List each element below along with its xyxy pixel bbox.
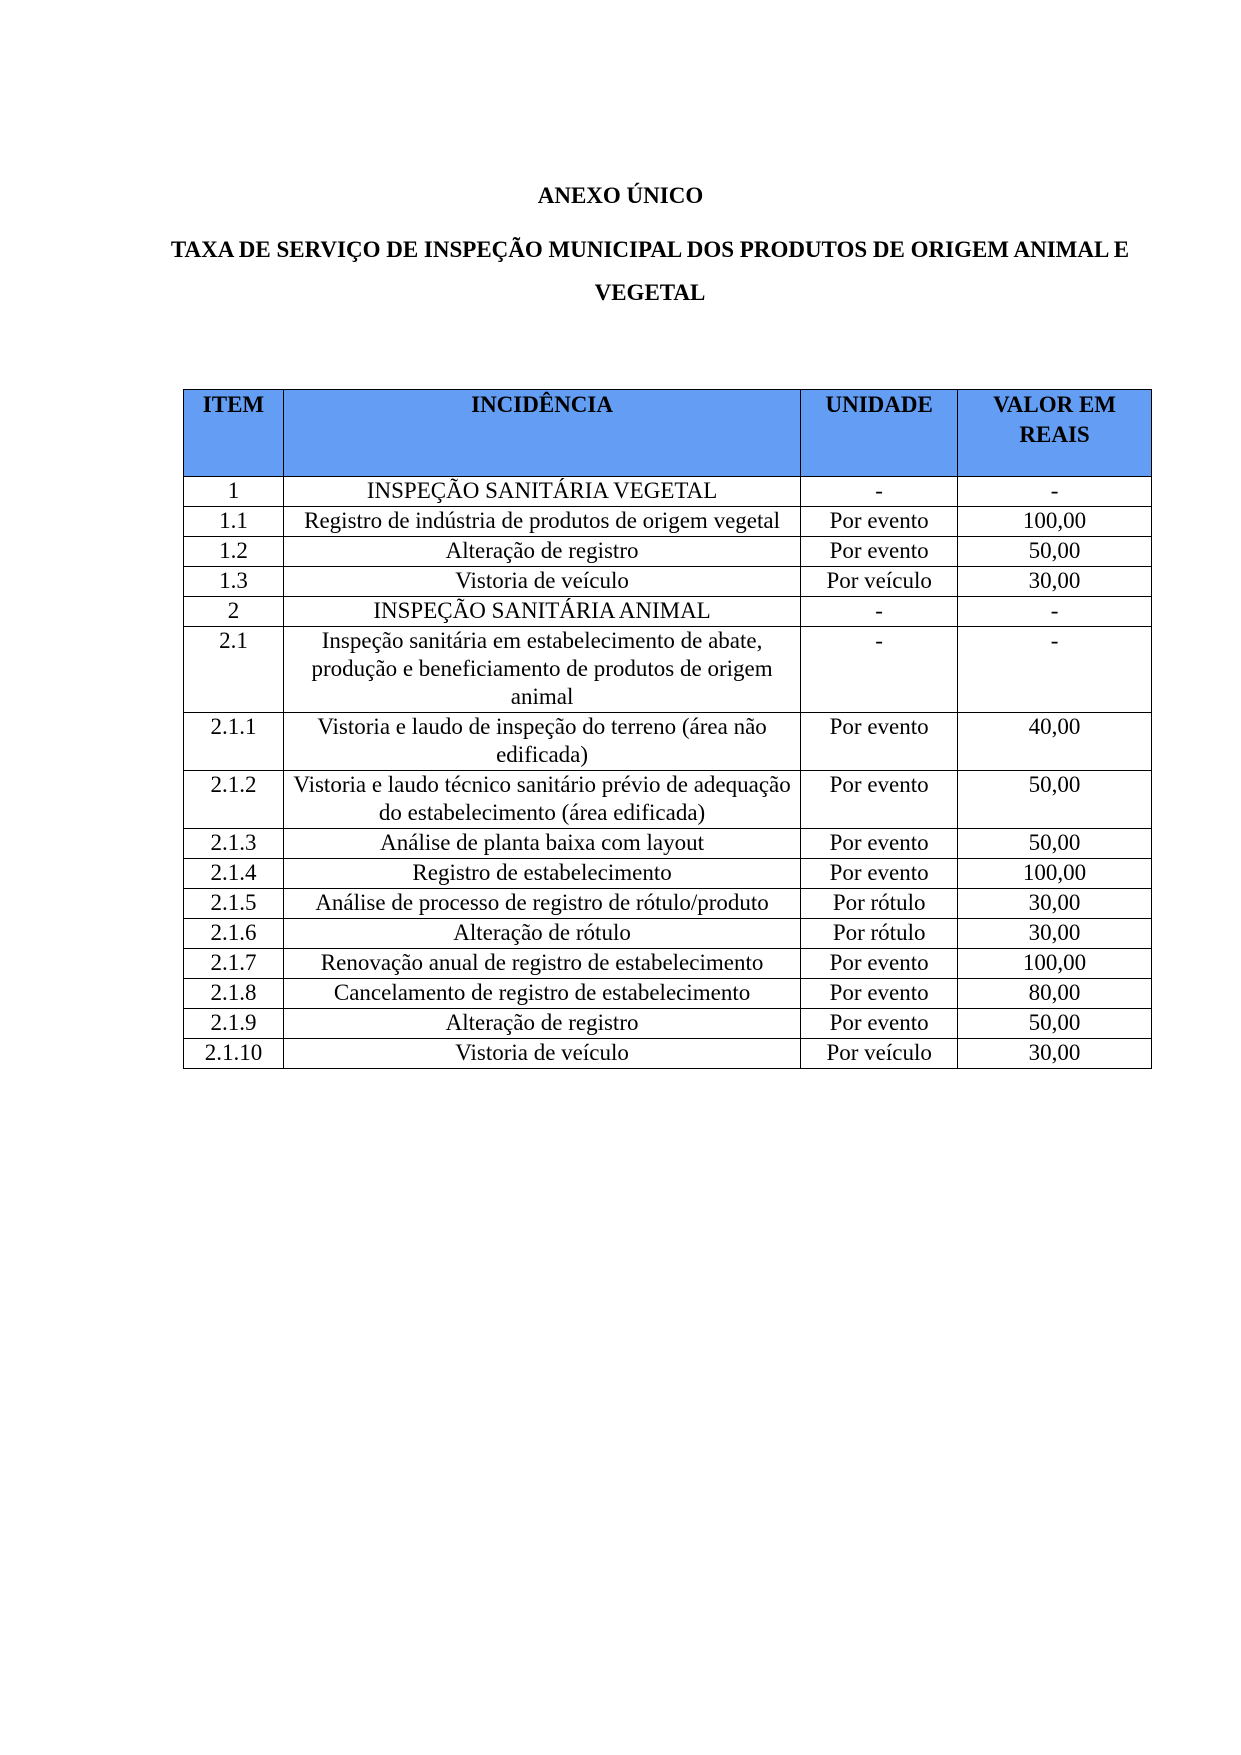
cell-item: 1.1 [184,507,284,537]
table-row [184,567,1152,597]
cell-item: 1.3 [184,567,284,597]
cell-item: 2.1.10 [184,1039,284,1069]
cell-incidencia: INSPEÇÃO SANITÁRIA ANIMAL [283,597,800,627]
cell-incidencia: Registro de indústria de produtos de origem vegetal [283,507,800,537]
cell-unidade: Por veículo [801,1039,958,1069]
annex-title: ANEXO ÚNICO [537,183,704,208]
cell-unidade: Por rótulo [801,919,958,949]
cell-incidencia: Alteração de registro [283,537,800,567]
table-row [184,507,1152,537]
cell-incidencia: Alteração de rótulo [283,919,800,949]
fee-table-body [184,477,1152,1069]
table-row [184,713,1152,771]
cell-incidencia: Vistoria e laudo técnico sanitário prévio de adequação do estabelecimento (área edificada) [283,771,800,829]
cell-valor: - [958,627,1152,713]
cell-valor: 50,00 [958,771,1152,829]
cell-unidade: - [801,597,958,627]
cell-valor: 100,00 [958,949,1152,979]
cell-incidencia: Análise de planta baixa com layout [283,829,800,859]
cell-valor: 40,00 [958,713,1152,771]
cell-item: 1.2 [184,537,284,567]
cell-unidade: Por evento [801,1009,958,1039]
cell-valor: 30,00 [958,919,1152,949]
cell-unidade: Por evento [801,713,958,771]
table-row [184,627,1152,713]
cell-unidade: Por evento [801,507,958,537]
cell-unidade: Por evento [801,979,958,1009]
cell-incidencia: Cancelamento de registro de estabelecimento [283,979,800,1009]
cell-unidade: Por evento [801,537,958,567]
cell-valor: 50,00 [958,829,1152,859]
cell-unidade: Por evento [801,829,958,859]
cell-item: 1 [184,477,284,507]
cell-unidade: Por evento [801,949,958,979]
cell-incidencia: Alteração de registro [283,1009,800,1039]
header-valor: VALOR EM REAIS [958,390,1152,477]
fee-table [183,389,1152,1069]
table-row [184,771,1152,829]
cell-valor: 30,00 [958,889,1152,919]
header-incidencia: INCIDÊNCIA [283,390,800,477]
cell-valor: 80,00 [958,979,1152,1009]
cell-item: 2.1.9 [184,1009,284,1039]
cell-incidencia: Inspeção sanitária em estabelecimento de abate, produção e beneficiamento de produtos de origem animal [283,627,800,713]
cell-valor: 30,00 [958,1039,1152,1069]
cell-valor: - [958,597,1152,627]
cell-valor: 50,00 [958,537,1152,567]
table-row [184,889,1152,919]
cell-valor: 100,00 [958,859,1152,889]
table-row [184,979,1152,1009]
header-row [184,390,1152,477]
table-row [184,597,1152,627]
cell-incidencia: Vistoria de veículo [283,1039,800,1069]
cell-valor: 50,00 [958,1009,1152,1039]
table-row [184,829,1152,859]
table-row [184,1009,1152,1039]
cell-valor: 100,00 [958,507,1152,537]
cell-incidencia: Vistoria e laudo de inspeção do terreno (área não edificada) [283,713,800,771]
header-item: ITEM [184,390,284,477]
table-row [184,919,1152,949]
cell-item: 2.1.1 [184,713,284,771]
cell-unidade: Por veículo [801,567,958,597]
cell-unidade: - [801,627,958,713]
cell-valor: - [958,477,1152,507]
cell-item: 2 [184,597,284,627]
cell-unidade: Por evento [801,771,958,829]
cell-unidade: - [801,477,958,507]
fee-table-header [184,390,1152,477]
cell-incidencia: Vistoria de veículo [283,567,800,597]
cell-incidencia: Renovação anual de registro de estabelecimento [283,949,800,979]
table-row [184,537,1152,567]
table-row [184,859,1152,889]
cell-item: 2.1.4 [184,859,284,889]
cell-unidade: Por rótulo [801,889,958,919]
cell-item: 2.1.3 [184,829,284,859]
cell-item: 2.1.7 [184,949,284,979]
cell-item: 2.1.2 [184,771,284,829]
cell-incidencia: Análise de processo de registro de rótulo/produto [283,889,800,919]
cell-item: 2.1.6 [184,919,284,949]
cell-item: 2.1.8 [184,979,284,1009]
table-row [184,949,1152,979]
cell-incidencia: INSPEÇÃO SANITÁRIA VEGETAL [283,477,800,507]
cell-item: 2.1.5 [184,889,284,919]
cell-item: 2.1 [184,627,284,713]
cell-incidencia: Registro de estabelecimento [283,859,800,889]
table-row [184,477,1152,507]
cell-valor: 30,00 [958,567,1152,597]
table-row [184,1039,1152,1069]
header-unidade: UNIDADE [801,390,958,477]
document-title: TAXA DE SERVIÇO DE INSPEÇÃO MUNICIPAL DOS PRODUTOS DE ORIGEM ANIMAL E VEGETAL [170,237,1130,305]
cell-unidade: Por evento [801,859,958,889]
